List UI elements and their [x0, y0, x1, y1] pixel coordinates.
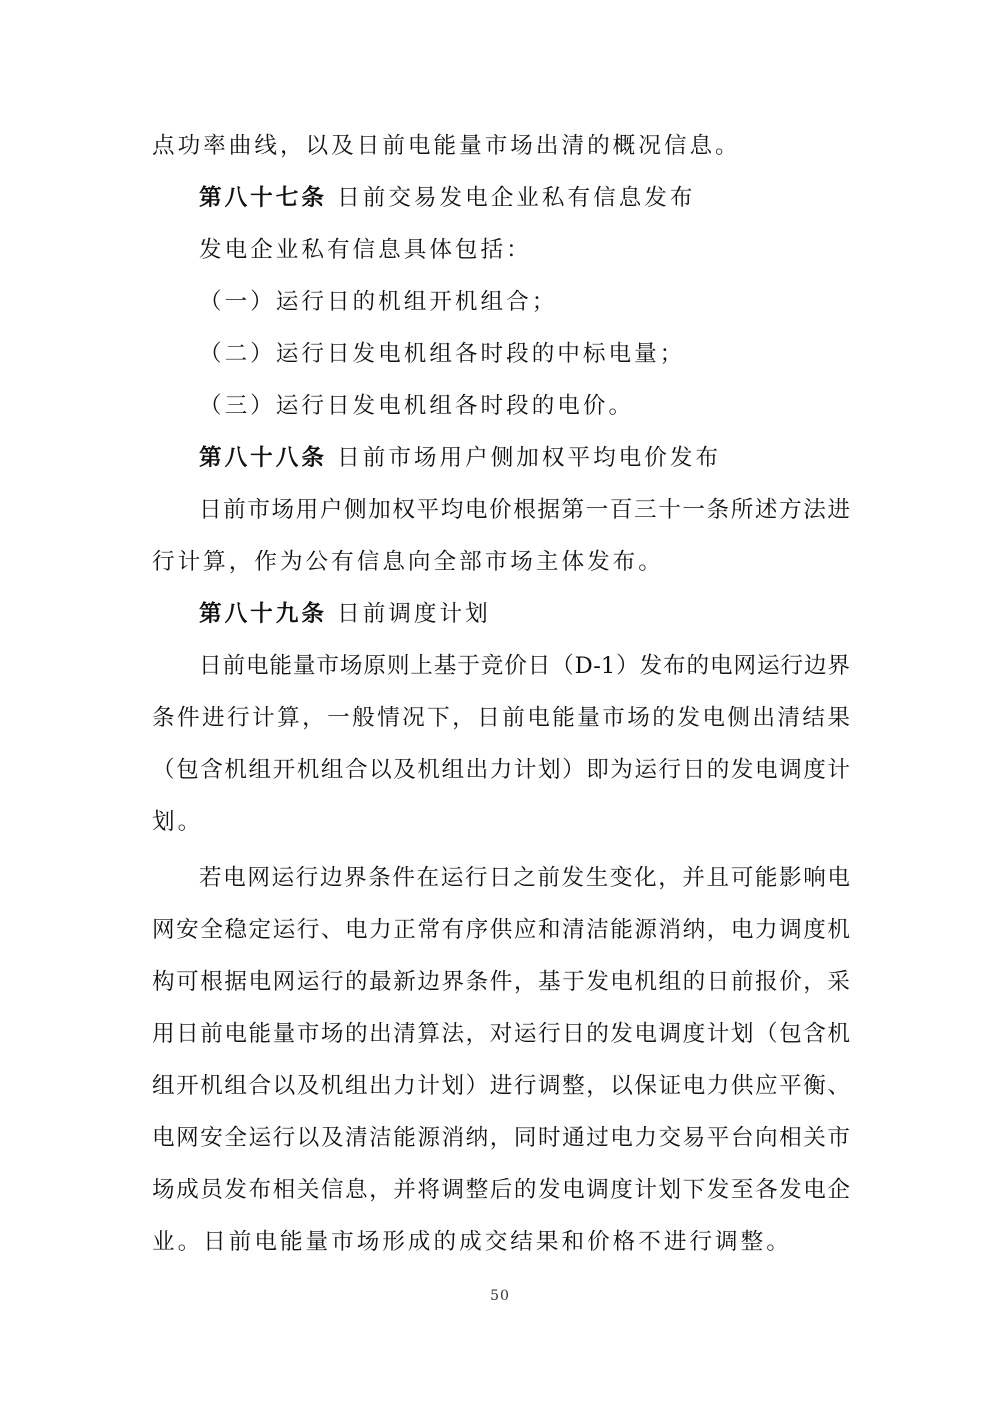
text-line: 网安全稳定运行、电力正常有序供应和清洁能源消纳，电力调度机 [152, 917, 850, 943]
text-line: 条件进行计算，一般情况下，日前电能量市场的发电侧出清结果 [152, 705, 850, 731]
text-line: 行计算，作为公有信息向全部市场主体发布。 [152, 549, 664, 575]
article-89-heading [152, 588, 850, 640]
article-89-title: 日前调度计划 [337, 601, 491, 627]
text-line: 电网安全运行以及清洁能源消纳，同时通过电力交易平台向相关市 [152, 1125, 850, 1151]
article-88-heading [152, 432, 850, 484]
article-87-number: 第八十七条 [199, 185, 327, 211]
text-line: （包含机组开机组合以及机组出力计划）即为运行日的发电调度计 [152, 757, 850, 783]
text-line: 构可根据电网运行的最新边界条件，基于发电机组的日前报价，采 [152, 969, 850, 995]
text-line: 组开机组合以及机组出力计划）进行调整，以保证电力供应平衡、 [152, 1073, 850, 1099]
article-87-title: 日前交易发电企业私有信息发布 [337, 185, 696, 211]
text-line: 发电企业私有信息具体包括： [199, 237, 532, 263]
article-88-number: 第八十八条 [199, 445, 327, 471]
text-line: 点功率曲线，以及日前电能量市场出清的概况信息。 [152, 133, 741, 159]
list-item: （一）运行日的机组开机组合； [199, 289, 558, 315]
article-87-heading [152, 172, 850, 224]
text-line: 若电网运行边界条件在运行日之前发生变化，并且可能影响电 [199, 865, 850, 891]
list-item: （三）运行日发电机组各时段的电价。 [199, 393, 635, 419]
text-line: 日前市场用户侧加权平均电价根据第一百三十一条所述方法进 [199, 497, 850, 523]
text-line: 用日前电能量市场的出清算法，对运行日的发电调度计划（包含机 [152, 1021, 850, 1047]
text-line: 划。 [152, 809, 204, 835]
text-line: 业。日前电能量市场形成的成交结果和价格不进行调整。 [152, 1229, 792, 1255]
article-89-number: 第八十九条 [199, 601, 327, 627]
text-line: 日前电能量市场原则上基于竞价日（D-1）发布的电网运行边界 [199, 653, 850, 679]
article-88-title: 日前市场用户侧加权平均电价发布 [337, 445, 722, 471]
list-item: （二）运行日发电机组各时段的中标电量； [199, 341, 686, 367]
text-line: 场成员发布相关信息，并将调整后的发电调度计划下发至各发电企 [152, 1177, 850, 1203]
page-number: 50 [490, 1288, 510, 1304]
document-body [152, 120, 850, 1268]
